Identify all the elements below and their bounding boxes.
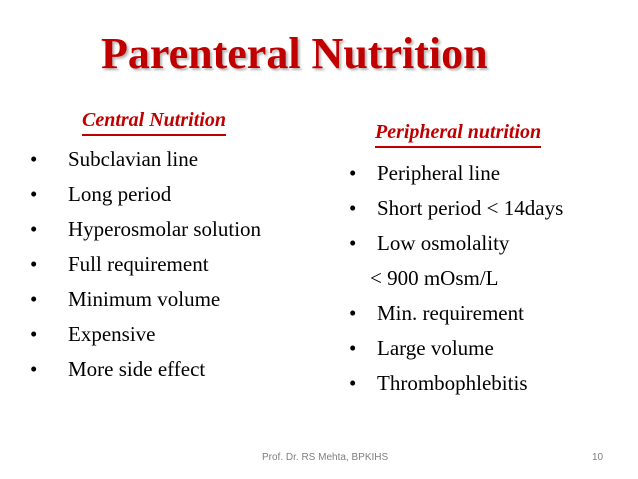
bullet-icon: • — [349, 161, 357, 185]
list-item-text: Long period — [68, 182, 172, 206]
list-item — [349, 231, 563, 266]
peripheral-nutrition-list — [349, 161, 563, 406]
bullet-icon: • — [30, 252, 38, 276]
list-item-text: Subclavian line — [68, 147, 199, 171]
list-item — [349, 161, 563, 196]
list-item — [30, 217, 261, 252]
list-item-text: Min. requirement — [377, 301, 524, 325]
slide-number: 10 — [592, 452, 604, 463]
list-item-text: Short period < 14days — [377, 196, 564, 220]
list-item-text: Large volume — [377, 336, 494, 360]
list-item-text: Hyperosmolar solution — [68, 217, 262, 241]
bullet-icon: • — [349, 371, 357, 395]
list-item-text: Expensive — [68, 322, 156, 346]
bullet-icon: • — [349, 336, 357, 360]
central-nutrition-heading: Central Nutrition — [82, 108, 226, 136]
list-item — [30, 182, 261, 217]
bullet-icon: • — [349, 196, 357, 220]
list-item-text: Low osmolality — [377, 231, 510, 255]
central-nutrition-list — [30, 147, 261, 392]
list-item — [349, 266, 563, 301]
bullet-icon: • — [30, 357, 38, 381]
footer-author: Prof. Dr. RS Mehta, BPKIHS — [262, 452, 389, 463]
list-item-text: Full requirement — [68, 252, 209, 276]
bullet-icon: • — [30, 147, 38, 171]
bullet-icon: • — [30, 182, 38, 206]
list-item — [30, 287, 261, 322]
list-item-text: Peripheral line — [377, 161, 501, 185]
list-item — [349, 196, 563, 231]
bullet-icon: • — [349, 301, 357, 325]
list-item-text: Minimum volume — [68, 287, 221, 311]
peripheral-nutrition-heading: Peripheral nutrition — [375, 120, 541, 148]
bullet-icon: • — [30, 287, 38, 311]
list-item-text: More side effect — [68, 357, 206, 381]
list-item-text: < 900 mOsm/L — [370, 266, 499, 290]
list-item — [30, 357, 261, 392]
bullet-icon: • — [30, 217, 38, 241]
list-item — [30, 147, 261, 182]
list-item — [30, 322, 261, 357]
list-item — [349, 371, 563, 406]
bullet-icon: • — [349, 231, 357, 255]
slide-title: Parenteral Nutrition — [101, 29, 488, 78]
bullet-icon: • — [30, 322, 38, 346]
list-item-text: Thrombophlebitis — [377, 371, 528, 395]
list-item — [349, 336, 563, 371]
list-item — [349, 301, 563, 336]
list-item — [30, 252, 261, 287]
